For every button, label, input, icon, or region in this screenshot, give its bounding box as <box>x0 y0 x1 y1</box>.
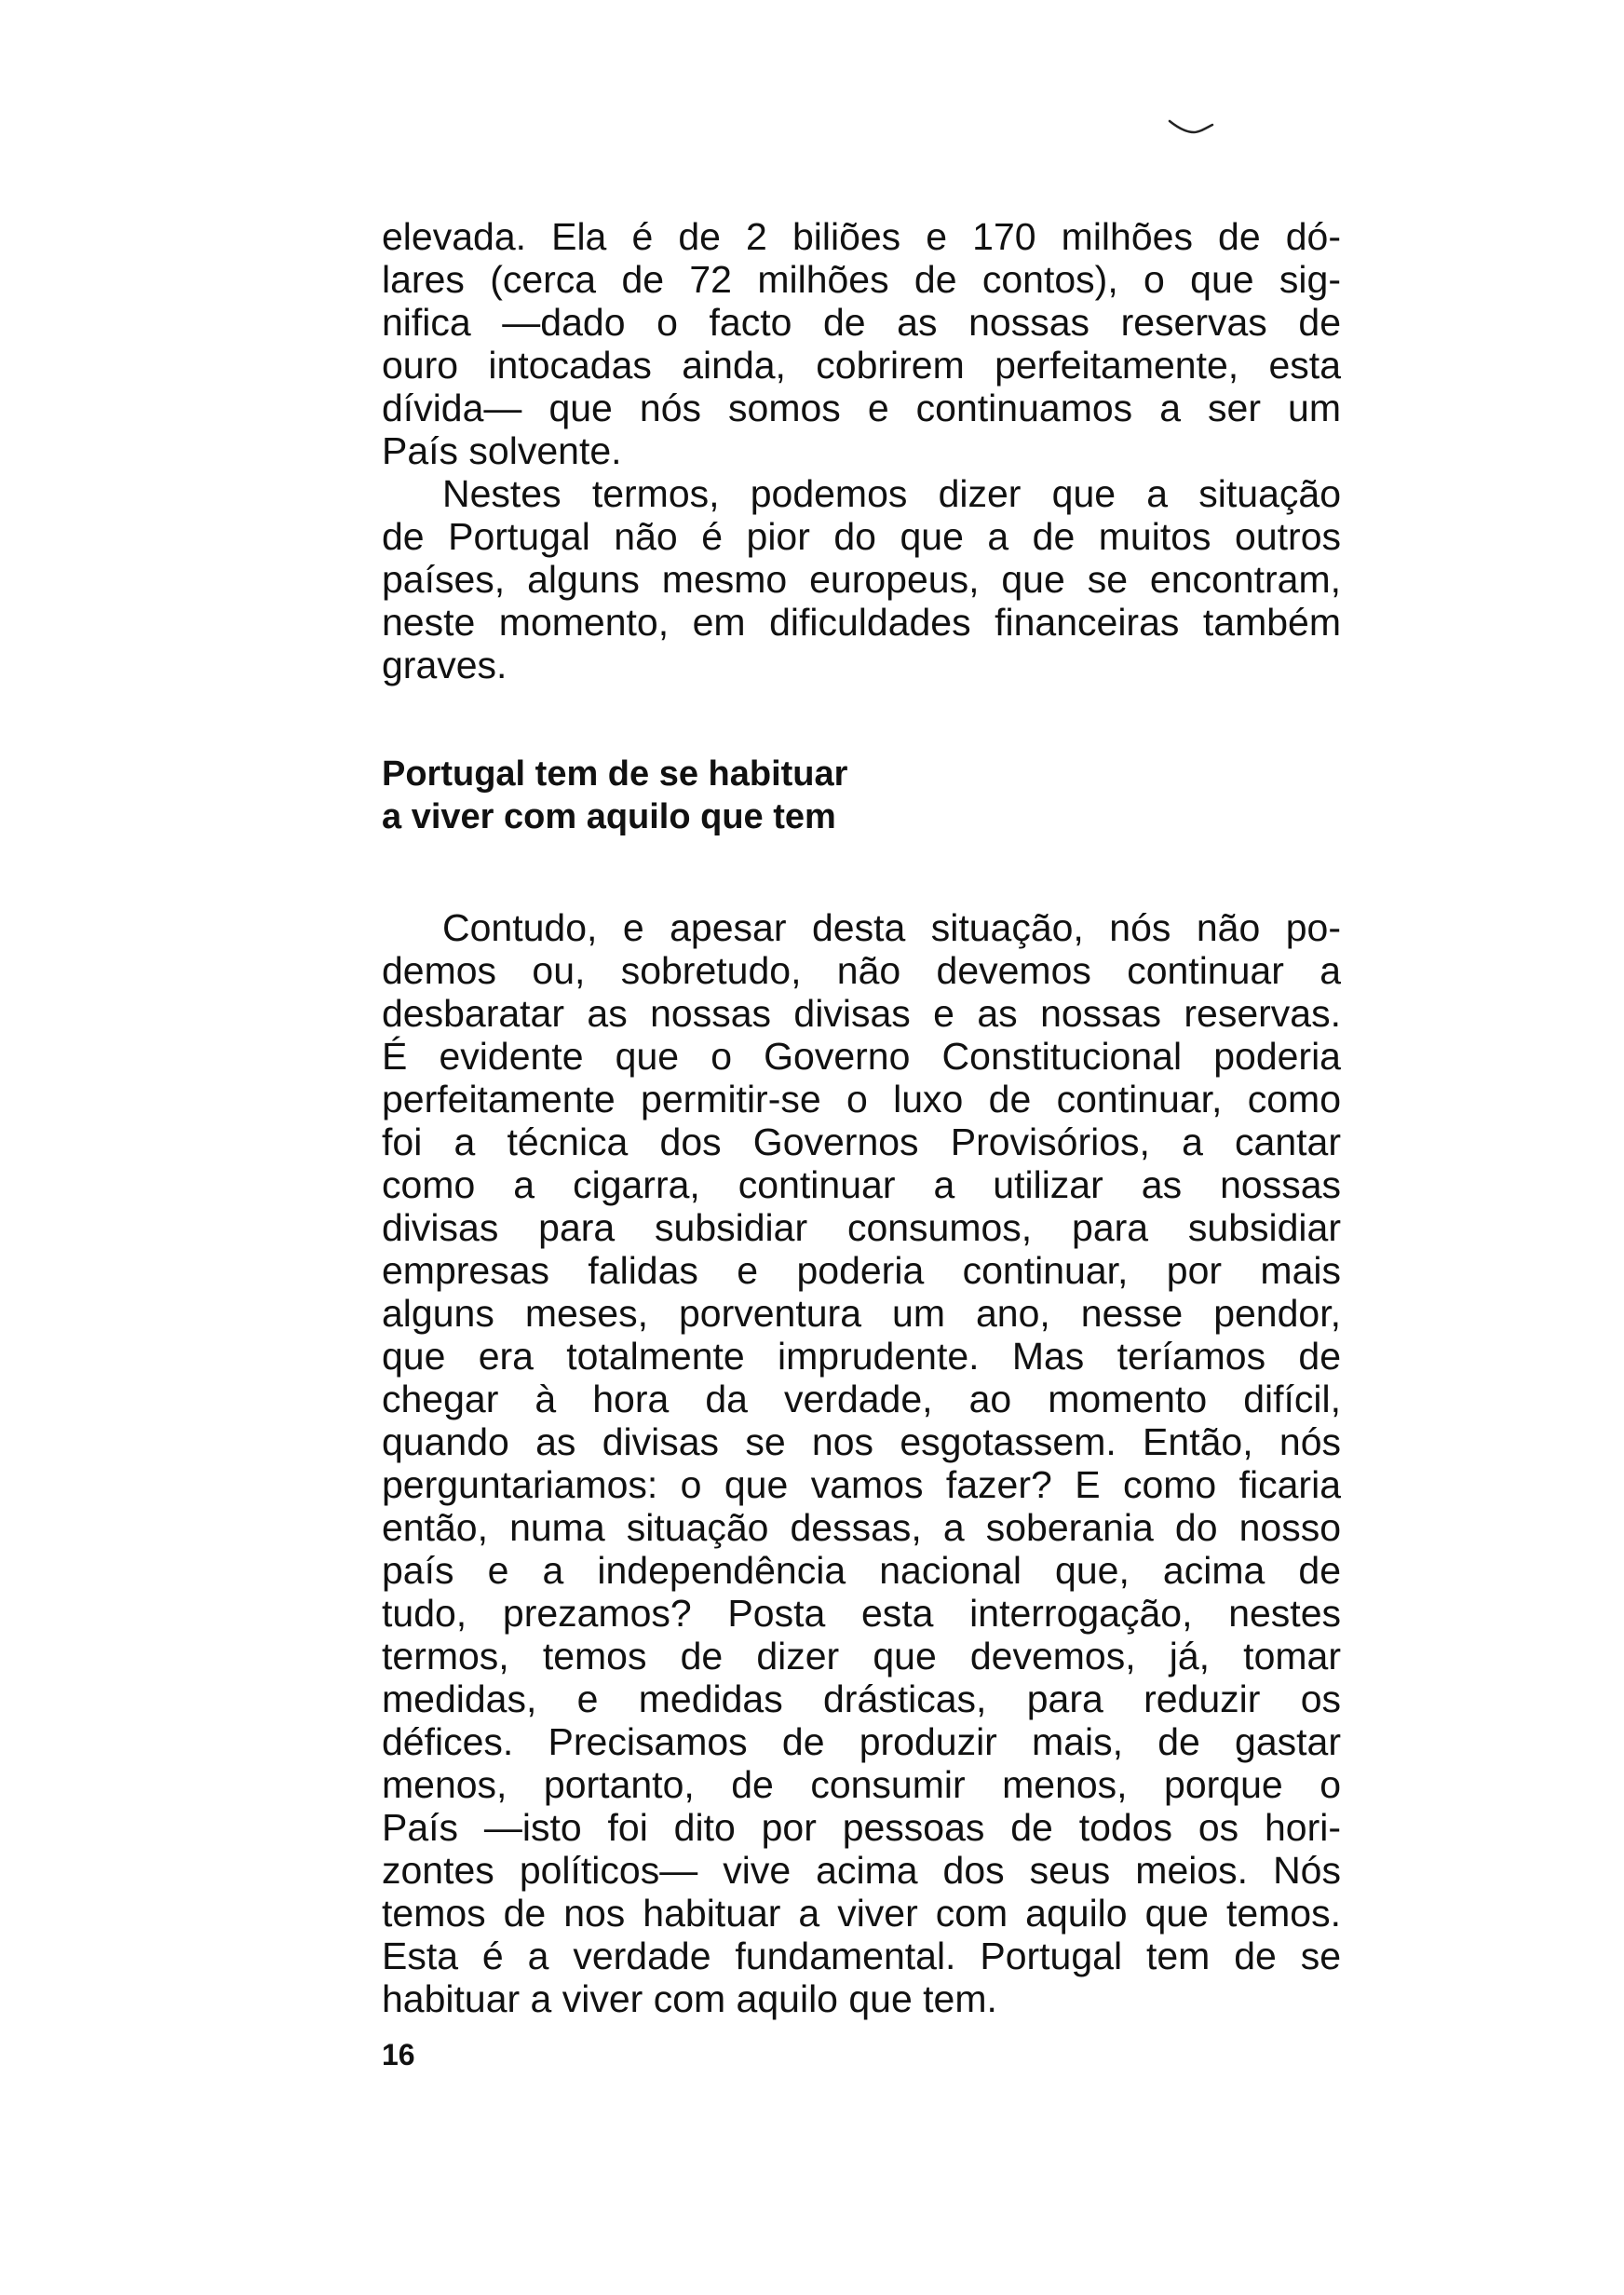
paragraph-3-line: termos, temos de dizer que devemos, já, tomar <box>382 1635 1341 1677</box>
paragraph-1-line: lares (cerca de 72 milhões de contos), o que sig- <box>382 258 1341 301</box>
paragraph-3-line: tudo, prezamos? Posta esta interrogação, nestes <box>382 1592 1341 1635</box>
paragraph-1-line: nifica —dado o facto de as nossas reservas de <box>382 301 1341 344</box>
paragraph-3-line: menos, portanto, de consumir menos, porque o <box>382 1763 1341 1806</box>
paragraph-3-line: É evidente que o Governo Constitucional poderia <box>382 1035 1341 1078</box>
paragraph-2-line: países, alguns mesmo europeus, que se encontram, <box>382 558 1341 601</box>
paragraph-3-line: Esta é a verdade fundamental. Portugal tem de se <box>382 1935 1341 1977</box>
paragraph-3-line: empresas falidas e poderia continuar, por mais <box>382 1249 1341 1292</box>
paragraph-3-line: alguns meses, porventura um ano, nesse pendor, <box>382 1292 1341 1335</box>
paragraph-1-line: dívida— que nós somos e continuamos a ser um <box>382 387 1341 429</box>
paragraph-3-line: foi a técnica dos Governos Provisórios, a cantar <box>382 1120 1341 1163</box>
paragraph-3-line: Contudo, e apesar desta situação, nós não po- <box>442 906 1341 949</box>
paragraph-3-line: divisas para subsidiar consumos, para subsidiar <box>382 1206 1341 1249</box>
paragraph-3-line: quando as divisas se nos esgotassem. Então, nós <box>382 1420 1341 1463</box>
paragraph-3-line: temos de nos habituar a viver com aquilo que temos. <box>382 1892 1341 1935</box>
pencil-tick-mark <box>1166 112 1222 149</box>
paragraph-3-line: medidas, e medidas drásticas, para reduzir os <box>382 1677 1341 1720</box>
paragraph-3-line: perfeitamente permitir-se o luxo de continuar, como <box>382 1078 1341 1120</box>
paragraph-2-line: neste momento, em dificuldades financeiras também <box>382 601 1341 644</box>
page-number: 16 <box>382 2038 415 2071</box>
paragraph-3-line: como a cigarra, continuar a utilizar as nossas <box>382 1163 1341 1206</box>
section-heading-line: Portugal tem de se habituar <box>382 754 848 794</box>
paragraph-3-line: perguntariamos: o que vamos fazer? E como ficaria <box>382 1463 1341 1506</box>
paragraph-3-line: demos ou, sobretudo, não devemos continuar a <box>382 949 1341 992</box>
paragraph-3-line: chegar à hora da verdade, ao momento difícil, <box>382 1378 1341 1420</box>
paragraph-3-line: que era totalmente imprudente. Mas teríamos de <box>382 1335 1341 1378</box>
paragraph-3-line: habituar a viver com aquilo que tem. <box>382 1977 997 2020</box>
paragraph-2-line: Nestes termos, podemos dizer que a situação <box>442 472 1341 515</box>
paragraph-1-line: ouro intocadas ainda, cobrirem perfeitamente, esta <box>382 344 1341 387</box>
paragraph-3-line: país e a independência nacional que, acima de <box>382 1549 1341 1592</box>
paragraph-1-line: País solvente. <box>382 429 622 472</box>
paragraph-2-line: graves. <box>382 644 508 686</box>
paragraph-3-line: País —isto foi dito por pessoas de todos os hori- <box>382 1806 1341 1849</box>
section-heading-line: a viver com aquilo que tem <box>382 797 836 836</box>
paragraph-3-line: desbaratar as nossas divisas e as nossas reservas. <box>382 992 1341 1035</box>
paragraph-3-line: défices. Precisamos de produzir mais, de gastar <box>382 1720 1341 1763</box>
paragraph-1-line: elevada. Ela é de 2 biliões e 170 milhões de dó- <box>382 215 1341 258</box>
paragraph-2-line: de Portugal não é pior do que a de muitos outros <box>382 515 1341 558</box>
paragraph-3-line: zontes políticos— vive acima dos seus meios. Nós <box>382 1849 1341 1892</box>
paragraph-3-line: então, numa situação dessas, a soberania do nosso <box>382 1506 1341 1549</box>
